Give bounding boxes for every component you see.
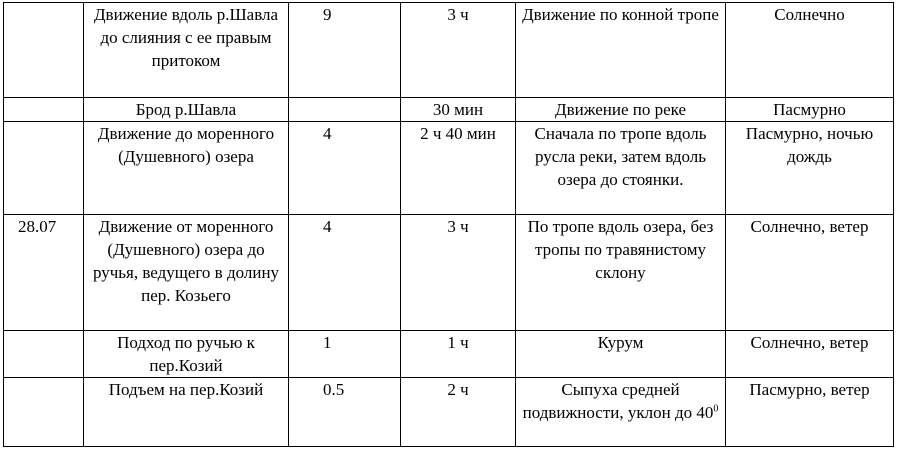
- distance-cell: 4: [289, 122, 401, 215]
- distance-cell: [289, 98, 401, 122]
- weather-cell: Пасмурно, ветер: [726, 378, 894, 447]
- section-cell: Движение от моренного (Душевного) озера до ручья, ведущего в долину пер. Козьего: [84, 215, 289, 331]
- table-row: [4, 98, 894, 122]
- section-cell: Движение до моренного (Душевного) озера: [84, 122, 289, 215]
- route-table: [3, 2, 894, 447]
- section-cell: Подход по ручью к пер.Козий: [84, 331, 289, 378]
- distance-cell: 1: [289, 331, 401, 378]
- weather-cell: Солнечно, ветер: [726, 215, 894, 331]
- terrain-cell: Курум: [516, 331, 726, 378]
- weather-cell: Пасмурно: [726, 98, 894, 122]
- weather-cell: Пасмурно, ночью дождь: [726, 122, 894, 215]
- date-cell: [4, 122, 84, 215]
- distance-cell: 9: [289, 3, 401, 98]
- date-cell: [4, 98, 84, 122]
- section-cell: Брод р.Шавла: [84, 98, 289, 122]
- section-cell: Движение вдоль р.Шавла до слияния с ее правым притоком: [84, 3, 289, 98]
- terrain-cell: По тропе вдоль озера, без тропы по травянистому склону: [516, 215, 726, 331]
- time-cell: 30 мин: [401, 98, 516, 122]
- date-cell: 28.07: [4, 215, 84, 331]
- time-cell: 2 ч: [401, 378, 516, 447]
- distance-cell: 0.5: [289, 378, 401, 447]
- weather-cell: Солнечно: [726, 3, 894, 98]
- table-row: [4, 3, 894, 98]
- section-cell: Подъем на пер.Козий: [84, 378, 289, 447]
- date-cell: [4, 378, 84, 447]
- degree-superscript: 0: [713, 403, 719, 415]
- terrain-cell: Движение по конной тропе: [516, 3, 726, 98]
- table-row: [4, 122, 894, 215]
- weather-cell: Солнечно, ветер: [726, 331, 894, 378]
- terrain-cell: Сначала по тропе вдоль русла реки, затем вдоль озера до стоянки.: [516, 122, 726, 215]
- time-cell: 3 ч: [401, 3, 516, 98]
- table-row: [4, 331, 894, 378]
- table-row: [4, 215, 894, 331]
- date-cell: [4, 331, 84, 378]
- time-cell: 3 ч: [401, 215, 516, 331]
- date-cell: [4, 3, 84, 98]
- time-cell: 2 ч 40 мин: [401, 122, 516, 215]
- terrain-text: Сыпуха средней подвижности, уклон до 40: [522, 380, 714, 422]
- terrain-cell: Движение по реке: [516, 98, 726, 122]
- time-cell: 1 ч: [401, 331, 516, 378]
- table-row: [4, 378, 894, 447]
- distance-cell: 4: [289, 215, 401, 331]
- terrain-cell: [516, 378, 726, 447]
